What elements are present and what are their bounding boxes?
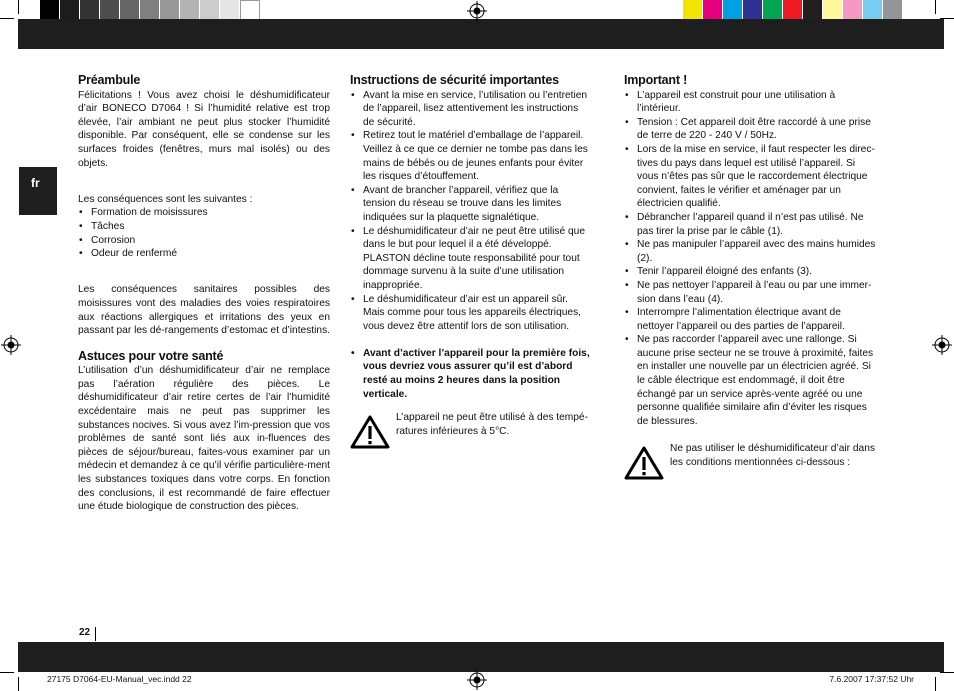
crop-mark — [0, 672, 14, 673]
warning-box — [350, 411, 590, 449]
safety-bold-list — [350, 347, 590, 401]
heading-preamble: Préambule — [78, 73, 141, 87]
registration-mark-icon — [1, 335, 21, 355]
warning-icon — [350, 415, 390, 449]
color-swatch — [863, 0, 883, 20]
crop-mark — [0, 18, 14, 19]
warning-text: Ne pas utiliser le déshumidificateur d’air dans les conditions mentionnées ci-dessous : — [670, 443, 875, 469]
list-item: • Retirez tout le matériel d’emballage de l’appareil. Veillez à ce que ce dernier ne tombe pas dans les mains de bébés ou de jeunes enfants pour éviter les risques d’étouffement. — [350, 129, 590, 183]
health-tips-text: L’utilisation d’un déshumidificateur d’air ne remplace pas l’aération régulière des pièces. Le déshumidificateur d’air retire certes de l’air l’humidité excédentaire mais ne peut pas supprimer les substances nocives. Si vous avez l’im-pression que vos problèmes de santé sont liés aux in-fluences des pièces de séjour/bureau, faites-vous examiner par un médecin et demandez à ce qu’il vérifie particulière-ment les substances toxiques dans votre corps. En fonction des conclusions, il est recommandé de faire effectuer une étude biologique de construction des pièces. — [78, 365, 330, 513]
color-swatch — [683, 0, 703, 20]
gray-swatch — [40, 0, 60, 20]
color-swatch — [843, 0, 863, 20]
registration-mark-icon — [467, 1, 487, 21]
list-item: • L’appareil est construit pour une utilisation à l’intérieur. — [624, 89, 876, 116]
crop-mark — [935, 0, 936, 14]
color-swatch — [803, 0, 823, 20]
gray-swatch — [220, 0, 240, 20]
heading-important: Important ! — [624, 73, 688, 87]
list-item: • Tâches — [78, 220, 330, 234]
language-code: fr — [31, 176, 40, 190]
language-tab — [19, 167, 57, 215]
safety-list — [350, 89, 590, 334]
heading-safety: Instructions de sécurité importantes — [350, 73, 559, 87]
gray-swatch — [80, 0, 100, 20]
health-text: Les conséquences sanitaires possibles des moisissures vont des maladies des voies respiratoires aux réactions allergiques et irritations des yeux en passant par les dé-rangements d’estomac et d’intestins. — [78, 284, 330, 337]
grayscale-calibration-bar — [40, 0, 260, 20]
color-swatch — [703, 0, 723, 20]
color-swatch — [743, 0, 763, 20]
color-swatch — [723, 0, 743, 20]
consequences-intro: Les conséquences sont les suivantes : — [78, 193, 253, 205]
list-item: • Ne pas nettoyer l’appareil à l’eau ou par une immer-sion dans l’eau (4). — [624, 279, 876, 306]
list-item: • Le déshumidificateur d’air est un appareil sûr. Mais comme pour tous les appareils électriques, vous devez être attentif lors de son utilisation. — [350, 293, 590, 334]
warning-box — [624, 442, 876, 480]
crop-mark — [940, 672, 954, 673]
list-item-bold: • Avant d’activer l’appareil pour la première fois, vous devriez vous assurer qu’il est d’abord resté au moins 2 heures dans la position verticale. — [350, 347, 590, 401]
important-list — [624, 89, 876, 429]
list-item: • Débrancher l’appareil quand il n’est pas utilisé. Ne pas tirer la prise par le câble (1). — [624, 211, 876, 238]
list-item: • Ne pas manipuler l’appareil avec des mains humides (2). — [624, 238, 876, 265]
list-item: • Formation de moisissures — [78, 206, 330, 220]
color-swatch — [883, 0, 903, 20]
column-safety — [350, 74, 590, 449]
gray-swatch — [140, 0, 160, 20]
registration-mark-icon — [467, 670, 487, 690]
gray-swatch — [60, 0, 80, 20]
page-number: 22 — [79, 627, 96, 641]
column-preamble — [78, 74, 330, 514]
footer-date: 7.6.2007 17:37:52 Uhr — [829, 674, 914, 684]
preamble-text: Félicitations ! Vous avez choisi le déshumidificateur d’air BONECO D7064 ! Si l’humidité relative est trop élevée, l’air ambiant ne peut plus stocker l’humidité disponible. Par conséquent, elle se condense sur les surfaces froides (fenêtres, murs mal isolés) ou des objets. — [78, 89, 330, 169]
gray-swatch — [240, 0, 260, 20]
list-item: • Ne pas raccorder l’appareil avec une rallonge. Si aucune prise secteur ne se trouve à proximité, faites en installer une nouvelle par un électricien agréé. Si le câble électrique est endommagé, il doit être échangé par un service après-vente agréé ou une personne qualifiée similaire afin d’éviter les risques de blessures. — [624, 333, 876, 428]
list-item: • Corrosion — [78, 234, 330, 248]
footer-file: 27175 D7064-EU-Manual_vec.indd 22 — [47, 674, 192, 684]
color-calibration-bar — [683, 0, 903, 20]
gray-swatch — [200, 0, 220, 20]
gray-swatch — [180, 0, 200, 20]
list-item: • Tension : Cet appareil doit être raccordé à une prise de terre de 220 - 240 V / 50Hz. — [624, 116, 876, 143]
gray-swatch — [120, 0, 140, 20]
bottom-bar — [18, 642, 944, 672]
list-item: • Avant la mise en service, l’utilisation ou l’entretien de l’appareil, lisez attentivement les instructions de sécurité. — [350, 89, 590, 130]
list-item: • Odeur de renfermé — [78, 247, 330, 261]
heading-health-tips: Astuces pour votre santé — [78, 348, 224, 363]
list-item: • Avant de brancher l’appareil, vérifiez que la tension du réseau se trouve dans les limites indiquées sur la plaquette signalétique. — [350, 184, 590, 225]
gray-swatch — [160, 0, 180, 20]
warning-icon — [624, 446, 664, 480]
top-bar — [18, 19, 944, 49]
list-item: • Le déshumidificateur d’air ne peut être utilisé que dans le but pour lequel il a été développé. PLASTON décline toute responsabilité pour tout dommage survenu à la suite d’une utilisation inappropriée. — [350, 225, 590, 293]
color-swatch — [823, 0, 843, 20]
color-swatch — [783, 0, 803, 20]
warning-text: L’appareil ne peut être utilisé à des tempé-ratures inférieures à 5°C. — [396, 412, 588, 437]
gray-swatch — [100, 0, 120, 20]
crop-mark — [935, 677, 936, 691]
column-important — [624, 74, 876, 480]
registration-mark-icon — [932, 335, 952, 355]
list-item: • Lors de la mise en service, il faut respecter les direc-tives du pays dans lequel est utilisé l’appareil. Si vous n’êtes pas sûr que le raccordement électrique convient, faites le vérifier et aménager par un électricien qualifié. — [624, 143, 876, 211]
crop-mark — [18, 0, 19, 14]
consequences-list — [78, 206, 330, 260]
list-item: • Interrompre l’alimentation électrique avant de nettoyer l’appareil ou des parties de l’appareil. — [624, 306, 876, 333]
color-swatch — [763, 0, 783, 20]
crop-mark — [18, 677, 19, 691]
list-item: • Tenir l’appareil éloigné des enfants (3). — [624, 265, 876, 279]
